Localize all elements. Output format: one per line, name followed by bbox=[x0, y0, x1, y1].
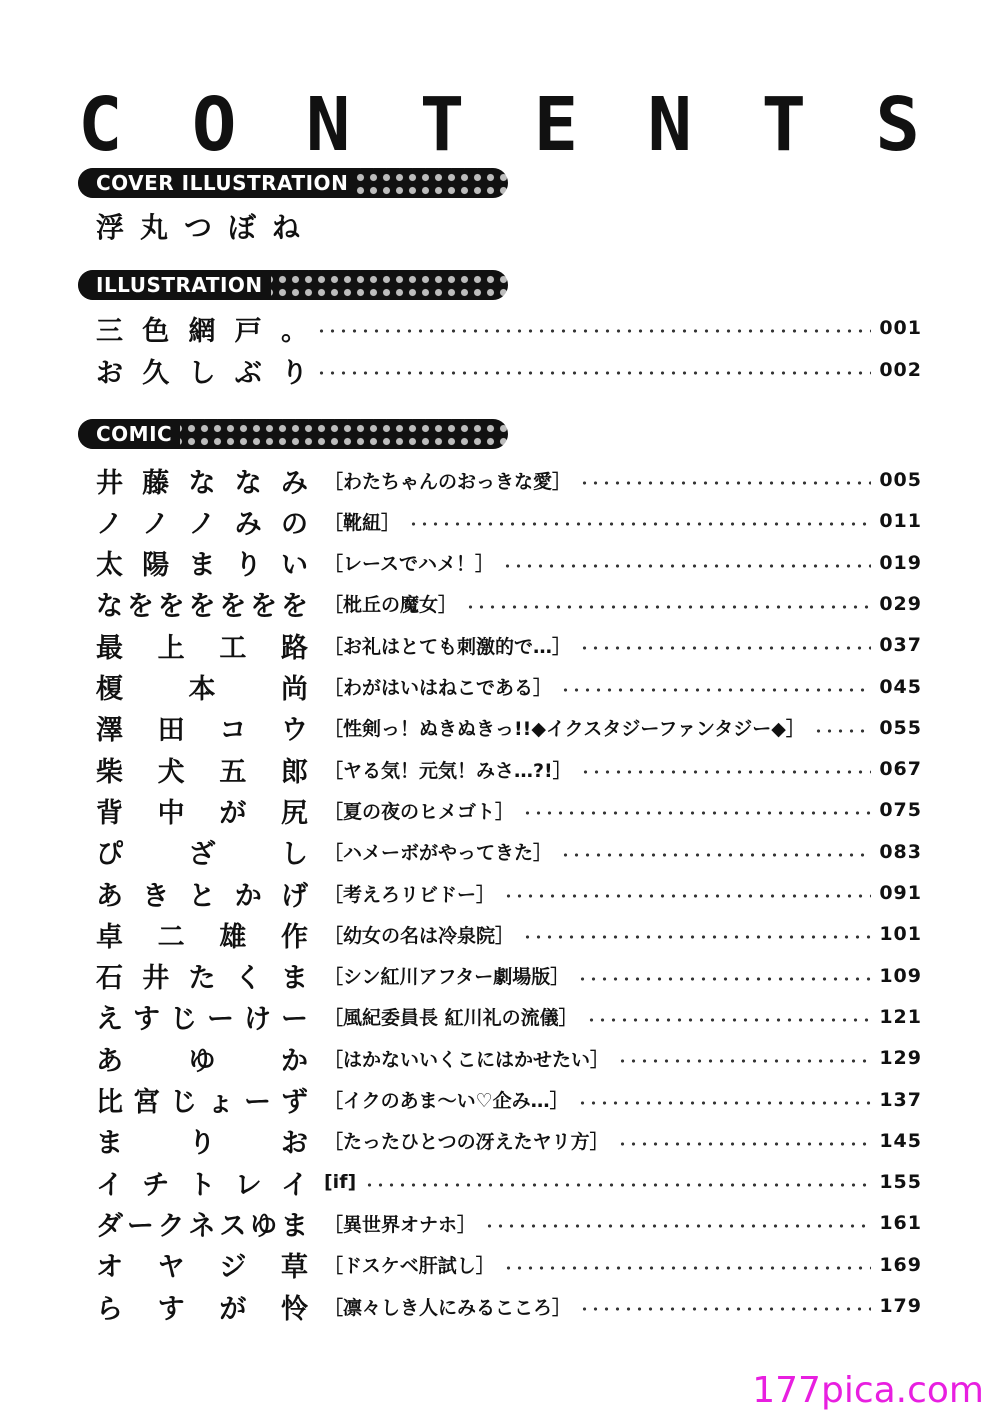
author-name bbox=[96, 708, 308, 747]
page-number: 075 bbox=[879, 799, 922, 822]
author-char: ま bbox=[96, 1128, 123, 1160]
author-char: 中 bbox=[157, 797, 185, 829]
author-char: イ bbox=[96, 1169, 123, 1201]
author-char: 草 bbox=[280, 1252, 308, 1284]
page-number: 045 bbox=[879, 675, 922, 698]
author-name bbox=[96, 750, 308, 789]
toc-row[interactable] bbox=[96, 708, 922, 748]
author-char: を bbox=[188, 591, 216, 623]
leader-dots bbox=[617, 1059, 871, 1063]
author-char: を bbox=[219, 591, 247, 623]
work-title: ［幼女の名は冷泉院］ bbox=[324, 924, 515, 947]
page-number: 161 bbox=[879, 1212, 922, 1235]
leader-dots bbox=[503, 1266, 872, 1270]
leader-dots bbox=[364, 1183, 871, 1187]
toc-row[interactable] bbox=[96, 749, 922, 789]
leader-dots bbox=[617, 1142, 872, 1146]
author-char: あ bbox=[96, 1045, 123, 1077]
author-name bbox=[96, 1245, 308, 1284]
page-number: 019 bbox=[879, 551, 922, 574]
author-char: 榎 bbox=[96, 674, 123, 705]
page-number: 011 bbox=[879, 510, 922, 533]
work-title: ［靴紐］ bbox=[324, 511, 401, 534]
author-char: ゆ bbox=[188, 1045, 216, 1077]
author-char: み bbox=[281, 467, 308, 499]
author-char: 井 bbox=[96, 467, 123, 499]
author-char: ず bbox=[281, 1087, 308, 1118]
author-char: ジ bbox=[219, 1252, 247, 1284]
author-char: 藤 bbox=[142, 467, 170, 499]
author-name bbox=[96, 461, 308, 500]
author-char: 本 bbox=[188, 674, 216, 705]
title-letter: S bbox=[875, 82, 920, 168]
toc-row[interactable] bbox=[96, 1162, 922, 1202]
contents-title bbox=[78, 82, 920, 168]
author-char: ウ bbox=[280, 715, 308, 747]
author-name bbox=[96, 309, 308, 348]
author-char: 澤 bbox=[96, 715, 123, 747]
author-name bbox=[96, 1163, 308, 1202]
author-name bbox=[96, 1287, 308, 1326]
author-name bbox=[96, 997, 308, 1036]
author-char: ー bbox=[126, 1210, 154, 1242]
toc-row[interactable] bbox=[96, 1080, 922, 1120]
page-number: 067 bbox=[879, 758, 922, 781]
work-title: ［風紀委員長 紅川礼の流儀］ bbox=[324, 1007, 578, 1030]
leader-dots bbox=[579, 646, 871, 650]
author-char: 尻 bbox=[280, 797, 308, 829]
title-letter: E bbox=[533, 82, 579, 168]
author-name bbox=[96, 1121, 308, 1160]
title-letter: T bbox=[419, 82, 465, 168]
author-name bbox=[96, 543, 308, 582]
page-number: 121 bbox=[879, 1005, 922, 1028]
author-char: ま bbox=[281, 963, 308, 995]
author-char: ノ bbox=[96, 508, 123, 540]
author-char: ー bbox=[244, 1087, 271, 1118]
author-char: 最 bbox=[96, 632, 123, 664]
author-char: ざ bbox=[188, 839, 216, 871]
title-letter: N bbox=[647, 82, 693, 168]
author-char: 二 bbox=[157, 921, 185, 953]
author-char: 宮 bbox=[133, 1087, 160, 1118]
watermark: 177pica.com bbox=[752, 1370, 984, 1411]
author-char: 郎 bbox=[280, 756, 308, 788]
toc-row[interactable] bbox=[96, 667, 922, 707]
author-char: か bbox=[281, 1045, 308, 1077]
author-name bbox=[96, 874, 308, 913]
title-letter: O bbox=[191, 82, 237, 168]
leader-dots bbox=[580, 770, 872, 774]
page-number: 005 bbox=[879, 469, 922, 491]
work-title: ［ヤる気！元気！みさ…?!］ bbox=[324, 759, 572, 782]
author-char: ネ bbox=[188, 1210, 216, 1242]
author-char: 陽 bbox=[142, 550, 170, 582]
page-number: 002 bbox=[879, 359, 922, 381]
cover-artist: 浮丸つぼね bbox=[96, 211, 317, 244]
author-name bbox=[96, 1204, 308, 1243]
author-char: ぶ bbox=[234, 357, 262, 389]
author-char: げ bbox=[281, 880, 308, 912]
leader-dots bbox=[503, 894, 871, 898]
author-char: 久 bbox=[142, 357, 170, 389]
title-letter: C bbox=[78, 82, 123, 168]
author-char: 井 bbox=[142, 963, 170, 995]
page-number: 155 bbox=[879, 1171, 922, 1194]
toc-row[interactable] bbox=[96, 1121, 922, 1161]
leader-dots bbox=[577, 1101, 872, 1105]
work-title: ［ハメーボがやってきた］ bbox=[324, 842, 553, 865]
author-char: ス bbox=[219, 1210, 247, 1242]
author-char: が bbox=[219, 797, 247, 829]
leader-dots bbox=[579, 1307, 871, 1311]
work-title: ［異世界オナホ］ bbox=[324, 1213, 477, 1236]
author-char: ゆ bbox=[250, 1210, 278, 1242]
author-name bbox=[96, 584, 308, 623]
author-name bbox=[96, 832, 308, 871]
author-char: ま bbox=[280, 1210, 308, 1242]
author-char: 雄 bbox=[219, 921, 247, 953]
author-char: く bbox=[234, 963, 262, 995]
leader-dots bbox=[316, 329, 871, 333]
author-char: み bbox=[234, 508, 262, 540]
toc-row[interactable] bbox=[96, 873, 922, 913]
work-title: ［わたちゃんのおっきな愛］ bbox=[324, 470, 572, 493]
work-title: ［お礼はとても刺激的で…］ bbox=[324, 635, 572, 658]
page-number: 101 bbox=[879, 923, 922, 946]
author-char: オ bbox=[96, 1252, 123, 1284]
author-char: 太 bbox=[96, 550, 123, 582]
page-number: 037 bbox=[879, 634, 922, 657]
author-char: を bbox=[126, 591, 154, 623]
author-char: し bbox=[281, 839, 308, 871]
author-char: 背 bbox=[96, 797, 123, 829]
author-char: じ bbox=[170, 1004, 197, 1036]
toc-row[interactable] bbox=[96, 308, 922, 348]
author-char: ら bbox=[96, 1293, 123, 1325]
author-name bbox=[96, 915, 308, 954]
leader-dots bbox=[316, 371, 871, 375]
work-title: ［ドスケベ肝試し］ bbox=[324, 1255, 495, 1278]
author-char: ノ bbox=[142, 508, 170, 540]
author-char: ノ bbox=[188, 508, 216, 540]
author-name bbox=[96, 502, 308, 541]
author-char: 。 bbox=[281, 315, 308, 347]
toc-row[interactable] bbox=[96, 1245, 922, 1285]
author-char: な bbox=[234, 467, 262, 499]
toc-row[interactable] bbox=[96, 956, 922, 996]
author-char: 路 bbox=[280, 632, 308, 664]
page-number: 137 bbox=[879, 1088, 922, 1111]
work-title: ［考えろリビドー］ bbox=[324, 883, 496, 906]
work-title: ［はかないいくこにはかせたい］ bbox=[324, 1048, 610, 1071]
section-label-cover: COVER ILLUSTRATION bbox=[78, 168, 356, 198]
work-title: ［性剣っ！ぬきぬきっ!!◆イクスタジーファンタジー◆］ bbox=[324, 718, 805, 741]
work-title: ［夏の夜のヒメゴト］ bbox=[324, 800, 515, 823]
toc-row[interactable] bbox=[96, 790, 922, 830]
title-letter: N bbox=[305, 82, 351, 168]
author-name bbox=[96, 791, 308, 830]
author-char: 尚 bbox=[281, 674, 308, 705]
author-char: き bbox=[142, 880, 170, 912]
author-char: け bbox=[244, 1004, 271, 1036]
author-name bbox=[96, 956, 308, 995]
author-char: ダ bbox=[96, 1210, 123, 1242]
author-char: の bbox=[281, 508, 308, 540]
author-char: な bbox=[188, 467, 216, 499]
author-char: を bbox=[157, 591, 185, 623]
author-char: イ bbox=[281, 1169, 308, 1201]
author-char: 柴 bbox=[96, 756, 123, 788]
toc-row[interactable] bbox=[96, 584, 922, 624]
author-name bbox=[96, 626, 308, 665]
author-char: 五 bbox=[219, 756, 247, 788]
author-char: り bbox=[188, 1128, 216, 1160]
toc-row[interactable] bbox=[96, 543, 922, 583]
leader-dots bbox=[522, 811, 871, 815]
author-char: た bbox=[188, 963, 216, 995]
author-char: ー bbox=[207, 1004, 234, 1036]
author-char: チ bbox=[142, 1169, 170, 1201]
leader-dots bbox=[484, 1224, 871, 1228]
section-bar-comic bbox=[78, 419, 508, 449]
leader-dots bbox=[586, 1018, 872, 1022]
author-char: 色 bbox=[142, 315, 170, 347]
author-char: ま bbox=[188, 550, 216, 582]
author-char: 石 bbox=[96, 963, 123, 995]
leader-dots bbox=[560, 688, 871, 692]
author-char: え bbox=[96, 1004, 123, 1036]
toc-row[interactable] bbox=[96, 832, 922, 872]
section-label-illustration: ILLUSTRATION bbox=[78, 270, 271, 300]
author-char: り bbox=[234, 550, 262, 582]
work-title: ［凛々しき人にみるこころ］ bbox=[324, 1296, 572, 1319]
author-char: 上 bbox=[157, 632, 185, 664]
author-name bbox=[96, 1080, 308, 1119]
author-char: あ bbox=[96, 880, 123, 912]
author-char: ー bbox=[281, 1004, 308, 1036]
work-title: ［レースでハメ！］ bbox=[324, 553, 495, 576]
page-number: 145 bbox=[879, 1129, 922, 1152]
leader-dots bbox=[560, 853, 871, 857]
leader-dots bbox=[408, 522, 871, 526]
page-number: 083 bbox=[879, 840, 922, 863]
title-letter: T bbox=[761, 82, 806, 168]
author-char: な bbox=[96, 591, 123, 623]
author-char: す bbox=[133, 1004, 160, 1036]
author-name bbox=[96, 667, 308, 706]
page-number: 179 bbox=[879, 1295, 922, 1317]
section-label-comic: COMIC bbox=[78, 419, 180, 449]
work-title: ［わがはいはねこである］ bbox=[324, 677, 553, 699]
author-char: り bbox=[281, 357, 308, 389]
toc-row[interactable] bbox=[96, 997, 922, 1037]
page-number: 001 bbox=[879, 317, 922, 339]
toc-row[interactable] bbox=[96, 501, 922, 541]
author-char: ぴ bbox=[96, 839, 123, 871]
toc-row[interactable] bbox=[96, 1203, 922, 1243]
author-char: 卓 bbox=[96, 921, 123, 953]
leader-dots bbox=[502, 564, 871, 568]
toc-row[interactable] bbox=[96, 1038, 922, 1078]
author-char: す bbox=[157, 1293, 185, 1325]
toc-row[interactable] bbox=[96, 350, 922, 390]
toc-row[interactable] bbox=[96, 460, 922, 500]
page-number: 055 bbox=[879, 716, 922, 739]
author-char: 三 bbox=[96, 315, 123, 347]
toc-row[interactable] bbox=[96, 914, 922, 954]
author-char: か bbox=[234, 880, 262, 912]
toc-row[interactable] bbox=[96, 1286, 922, 1326]
author-char: お bbox=[96, 357, 123, 389]
author-char: ょ bbox=[207, 1087, 234, 1118]
page-number: 109 bbox=[879, 964, 922, 987]
author-char: い bbox=[281, 550, 308, 582]
work-title: [if] bbox=[324, 1171, 357, 1194]
author-char: を bbox=[280, 591, 308, 623]
leader-dots bbox=[813, 729, 871, 733]
page-number: 091 bbox=[879, 882, 922, 904]
work-title: ［枇丘の魔女］ bbox=[324, 594, 458, 617]
author-char: ト bbox=[188, 1169, 216, 1201]
author-char: 田 bbox=[157, 715, 185, 747]
leader-dots bbox=[579, 481, 871, 485]
leader-dots bbox=[522, 935, 871, 939]
work-title: ［シン紅川アフター劇場版］ bbox=[324, 966, 570, 989]
author-char: コ bbox=[219, 715, 247, 747]
section-bar-cover bbox=[78, 168, 508, 198]
page-number: 129 bbox=[879, 1047, 922, 1070]
author-char: と bbox=[188, 880, 216, 912]
author-char: レ bbox=[234, 1169, 262, 1201]
work-title: ［イクのあま～い♡企み…］ bbox=[324, 1090, 569, 1112]
section-bar-illustration bbox=[78, 270, 508, 300]
author-char: 工 bbox=[219, 632, 247, 664]
page-number: 029 bbox=[879, 592, 922, 615]
author-char: ク bbox=[157, 1210, 185, 1242]
author-char: お bbox=[281, 1128, 308, 1160]
toc-row[interactable] bbox=[96, 625, 922, 665]
author-char: し bbox=[188, 357, 216, 389]
author-char: 犬 bbox=[157, 756, 185, 788]
author-char: ヤ bbox=[157, 1252, 185, 1284]
page-number: 169 bbox=[879, 1253, 922, 1276]
author-name bbox=[96, 351, 308, 390]
work-title: ［たったひとつの冴えたヤリ方］ bbox=[324, 1131, 609, 1154]
author-name bbox=[96, 1039, 308, 1078]
author-char: 怜 bbox=[280, 1293, 308, 1325]
author-char: じ bbox=[170, 1087, 197, 1118]
leader-dots bbox=[465, 605, 871, 609]
author-char: 戸 bbox=[234, 315, 262, 347]
leader-dots bbox=[577, 977, 871, 981]
author-char: が bbox=[219, 1293, 247, 1325]
author-char: 作 bbox=[280, 921, 308, 953]
author-char: 網 bbox=[188, 315, 216, 347]
author-char: 比 bbox=[96, 1087, 123, 1118]
author-char: を bbox=[250, 591, 278, 623]
